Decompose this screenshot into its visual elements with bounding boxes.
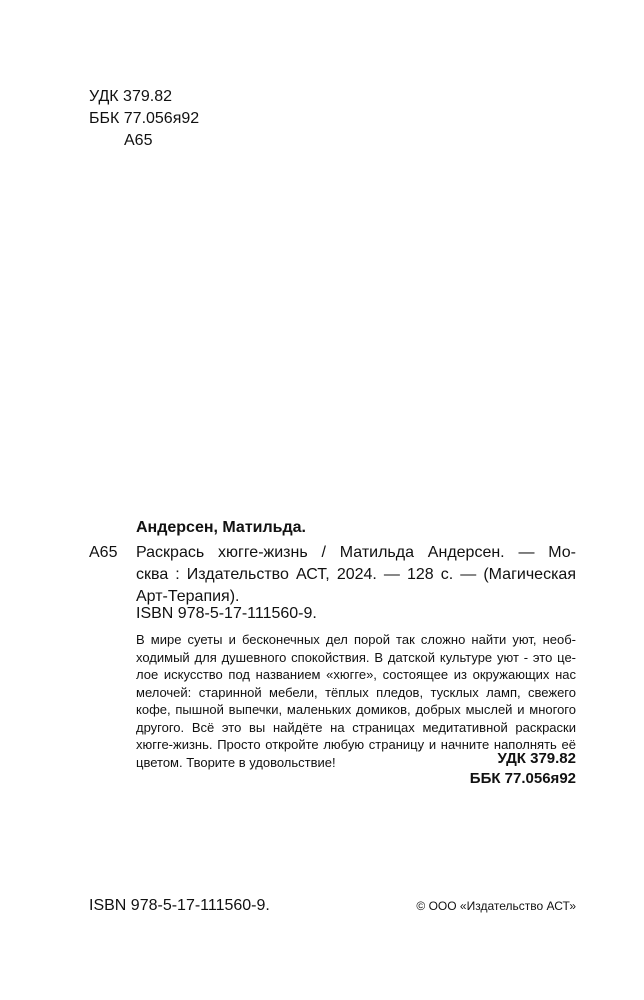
record-isbn: ISBN 978-5-17-111560-9. — [136, 605, 317, 622]
annotation-line: В мире суеты и бесконечных дел порой так сложно найти уют, необ- — [136, 632, 576, 647]
description-line: сква : Издательство АСТ, 2024. — 128 с. — (Магическая — [136, 566, 576, 583]
author-heading: Андерсен, Матильда. — [136, 519, 306, 536]
top-bbk-code: ББК 77.056я92 — [89, 110, 200, 127]
annotation-line: кофе, пышной выпечки, маленьких домиков, добрых мыслей и многого — [136, 702, 576, 717]
record-classification-codes — [470, 749, 576, 789]
annotation-line: хюгге-жизнь. Просто откройте любую страницу и начните наполнять её — [136, 737, 576, 752]
copyright-notice: © ООО «Издательство АСТ» — [416, 899, 576, 913]
record-udk-code: УДК 379.82 — [497, 750, 576, 767]
top-udk-code: УДК 379.82 — [89, 88, 172, 105]
footer-isbn: ISBN 978-5-17-111560-9. — [89, 897, 270, 914]
annotation-line: мелочей: старинной мебели, тёплых пледов, тусклых ламп, свежего — [136, 684, 576, 700]
top-classification-codes — [89, 86, 199, 152]
description-line: Арт-Терапия). — [136, 588, 240, 605]
record-author-mark: А65 — [89, 544, 118, 561]
annotation-line: ходимый для душевного спокойствия. В датской культуре уют - это це- — [136, 649, 576, 665]
top-author-mark: А65 — [124, 132, 153, 149]
annotation-line: другого. Всё это вы найдёте на страницах медитативной раскраски — [136, 719, 576, 735]
description-line: Раскрась хюгге-жизнь / Матильда Андерсен. — Мо- — [136, 544, 576, 561]
record-bbk-code: ББК 77.056я92 — [469, 770, 576, 787]
annotation-line: лое искусство под названием «хюгге», состоящее из окружающих нас — [136, 667, 576, 682]
bibliographic-description — [136, 542, 576, 608]
annotation-line: цветом. Творите в удовольствие! — [136, 754, 336, 770]
